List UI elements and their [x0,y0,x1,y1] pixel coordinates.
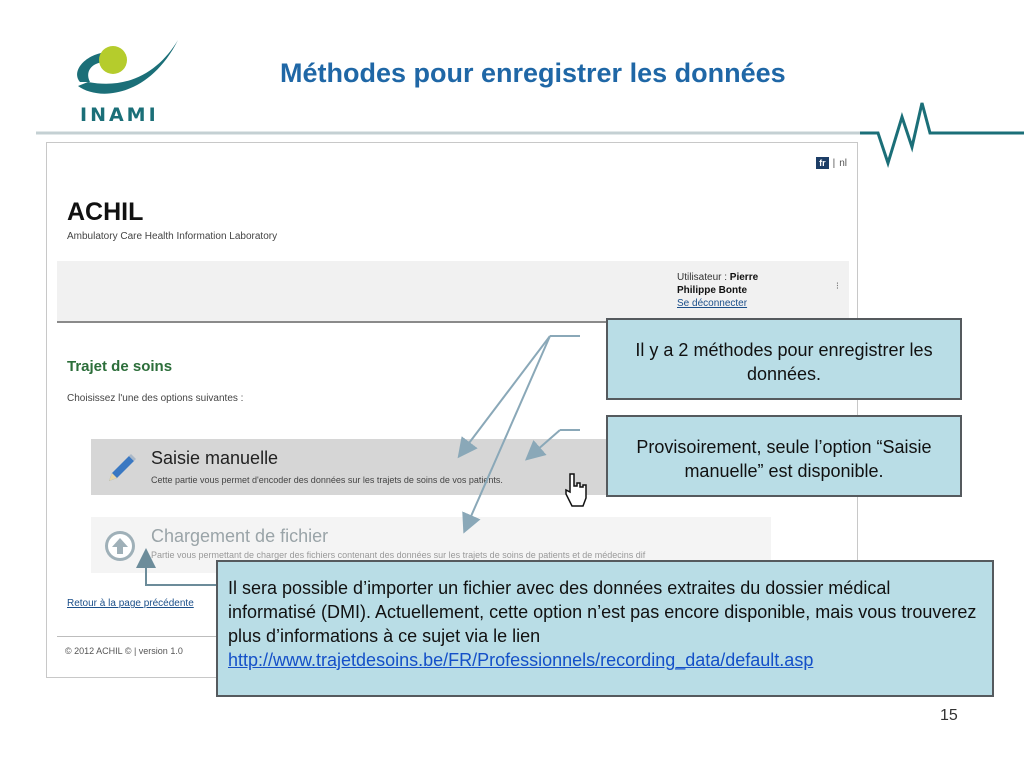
section-subtitle: Choisissez l'une des options suivantes : [67,393,244,404]
logo-text: INAMI [80,104,159,126]
back-link[interactable]: Retour à la page précédente [67,598,194,609]
option-title: Chargement de fichier [151,526,329,546]
section-title: Trajet de soins [67,358,173,375]
lang-nl-button[interactable]: nl [839,157,847,169]
trajetdesoins-link[interactable]: http://www.trajetdesoins.be/FR/Professionnels/recording_data/default.asp [228,650,814,670]
callout-file-import [216,560,994,697]
footer-text: © 2012 ACHIL © | version 1.0 [65,646,183,656]
option-title: Saisie manuelle [151,448,279,468]
user-first-name: Pierre [729,272,759,283]
logout-link[interactable]: Se déconnecter [677,298,748,309]
upload-icon [103,529,137,563]
lang-separator: | [832,157,836,169]
menu-dots-icon[interactable]: ⁝ [835,281,839,292]
callout-manual-only: Provisoirement, seule l’option “Saisie manuelle” est disponible. [606,415,962,497]
app-subtitle: Ambulatory Care Health Information Laboratory [67,231,278,242]
user-info [677,271,758,310]
callout-two-methods: Il y a 2 méthodes pour enregistrer les données. [606,318,962,400]
user-band [57,261,849,321]
user-last-name: Philippe Bonte [677,285,747,296]
page-number: 15 [940,707,958,724]
app-name: ACHIL [67,198,144,226]
slide-title: Méthodes pour enregistrer les données [280,58,786,88]
user-label: Utilisateur : [677,272,730,283]
lang-fr-button[interactable]: fr [816,157,829,169]
option-description: Cette partie vous permet d'encoder des données sur les trajets de soins de vos patients. [151,475,503,485]
pencil-icon [103,451,137,485]
option-description: Partie vous permettant de charger des fichiers contenant des données sur les trajets de soins de patients et de médecins dif [151,550,646,560]
language-switch [816,157,847,169]
callout-import-text: Il sera possible d’importer un fichier avec des données extraites du dossier médical informatisé (DMI). Actuellement, cette option n’est pas encore disponible, mais vous trouverez plus d’informations à ce sujet via le lien [228,578,977,646]
